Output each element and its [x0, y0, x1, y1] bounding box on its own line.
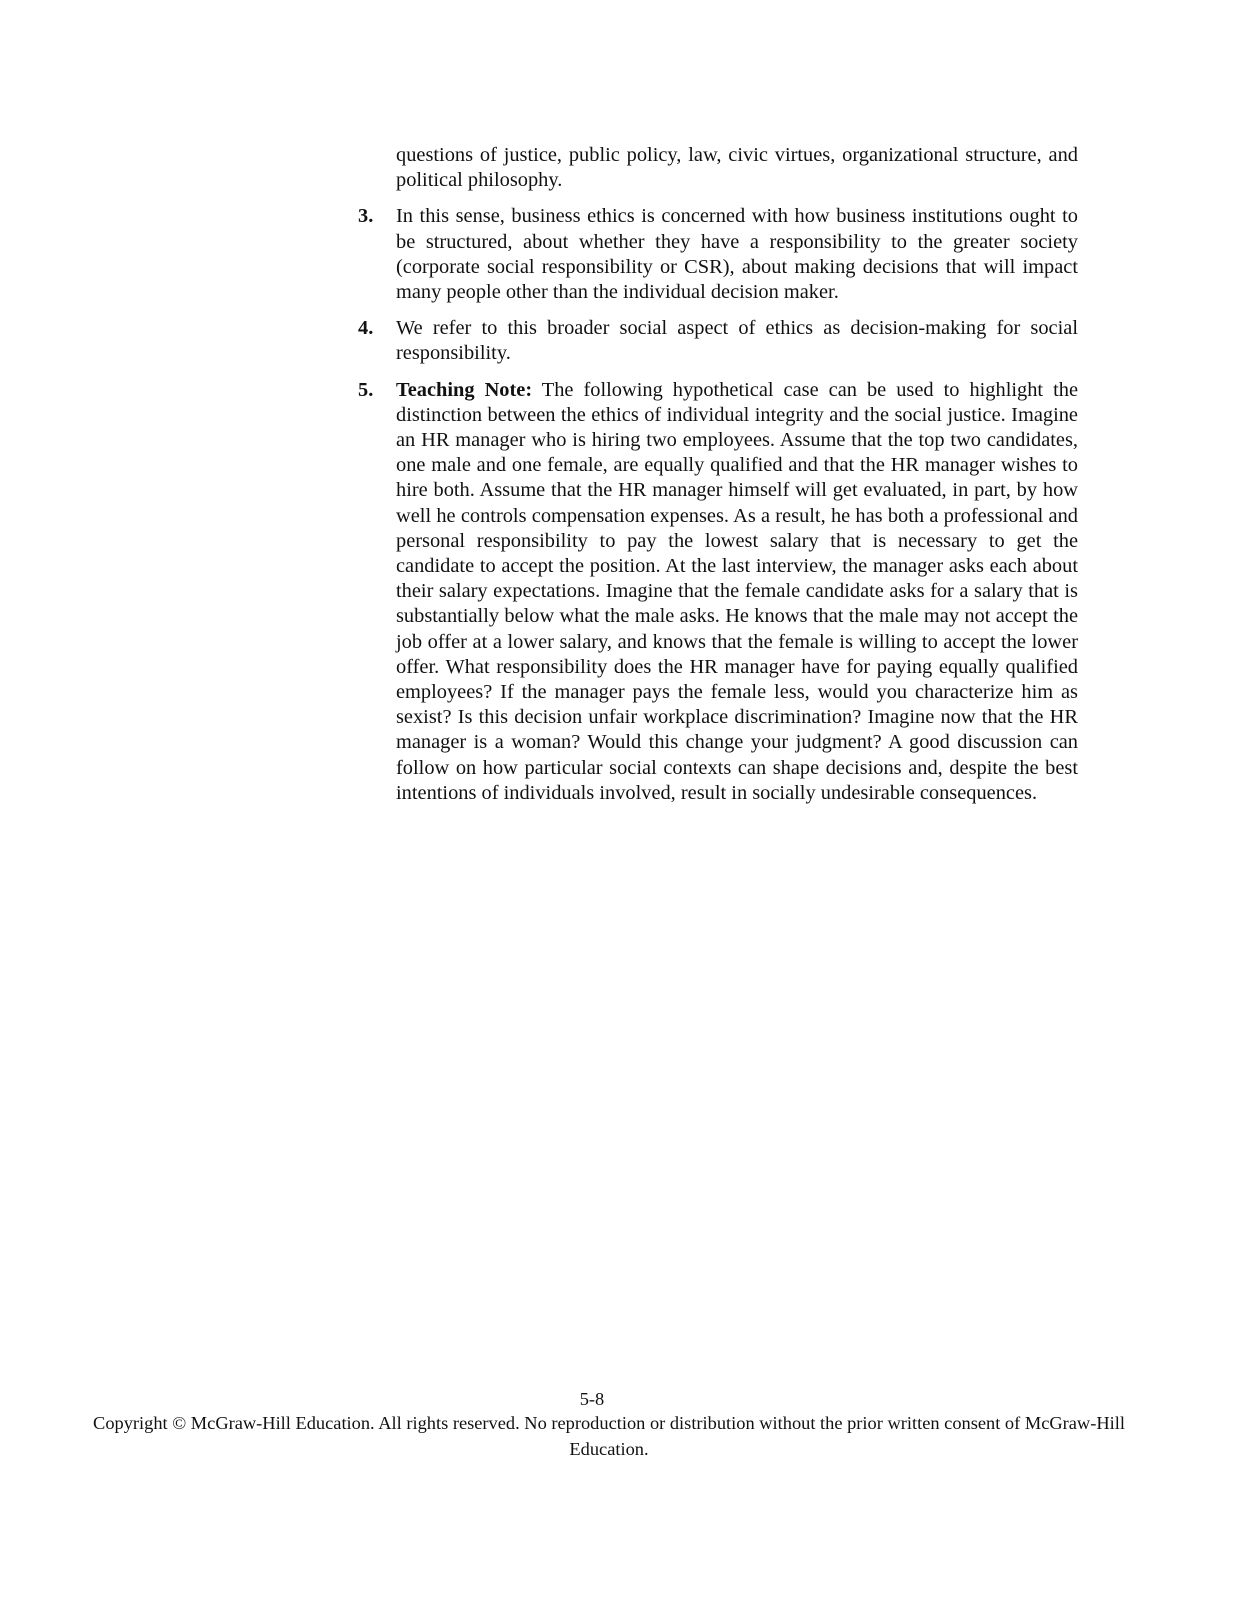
- list-item-text: In this sense, business ethics is concerned with how business institutions ought to be structured, about whether they have a responsibility to the greater society (corporate social responsibility or CSR), about making decisions that will impact many people other than the individual decision maker.: [396, 205, 1078, 304]
- copyright-notice: Copyright © McGraw-Hill Education. All rights reserved. No reproduction or distribution without the prior written consent of McGraw-Hill Education.: [93, 1413, 1125, 1459]
- list-item-number: 3.: [358, 205, 374, 228]
- list-item-text: We refer to this broader social aspect of ethics as decision-making for social responsibility.: [396, 317, 1078, 365]
- list-item-5: [358, 378, 1078, 806]
- list-item-number: 5.: [358, 378, 374, 401]
- continuation-paragraph: questions of justice, public policy, law, civic virtues, organizational structure, and political philosophy.: [396, 144, 1078, 192]
- page-body: [358, 143, 1078, 817]
- teaching-note-text: The following hypothetical case can be used to highlight the distinction between the ethics of individual integrity and the social justice. Imagine an HR manager who is hiring two employees. Assume that the top two candidates, one male and one female, are equally qualified and that the HR manager wishes to hire both. Assume that the HR manager himself will get evaluated, in part, by how well he controls compensation expenses. As a result, he has both a professional and personal responsibility to pay the lowest salary that is necessary to get the candidate to accept the position. At the last interview, the manager asks each about their salary expectations. Imagine that the female candidate asks for a salary that is substantially below what the male asks. He knows that the male may not accept the job offer at a lower salary, and knows that the female is willing to accept the lower offer. What responsibility does the HR manager have for paying equally qualified employees? If the manager pays the female less, would you characterize him as sexist? Is this decision unfair workplace discrimination? Imagine now that the HR manager is a woman? Would this change your judgment? A good discussion can follow on how particular social contexts can shape decisions and, despite the best intentions of individuals involved, result in socially undesirable consequences.: [396, 378, 1078, 804]
- page-number: 5-8: [579, 1389, 605, 1409]
- list-item-text: [396, 378, 1078, 806]
- list-item-4: [358, 316, 1078, 366]
- teaching-note-label: Teaching Note:: [396, 378, 533, 401]
- list-item-3: [358, 204, 1078, 305]
- list-item-number: 4.: [358, 317, 374, 340]
